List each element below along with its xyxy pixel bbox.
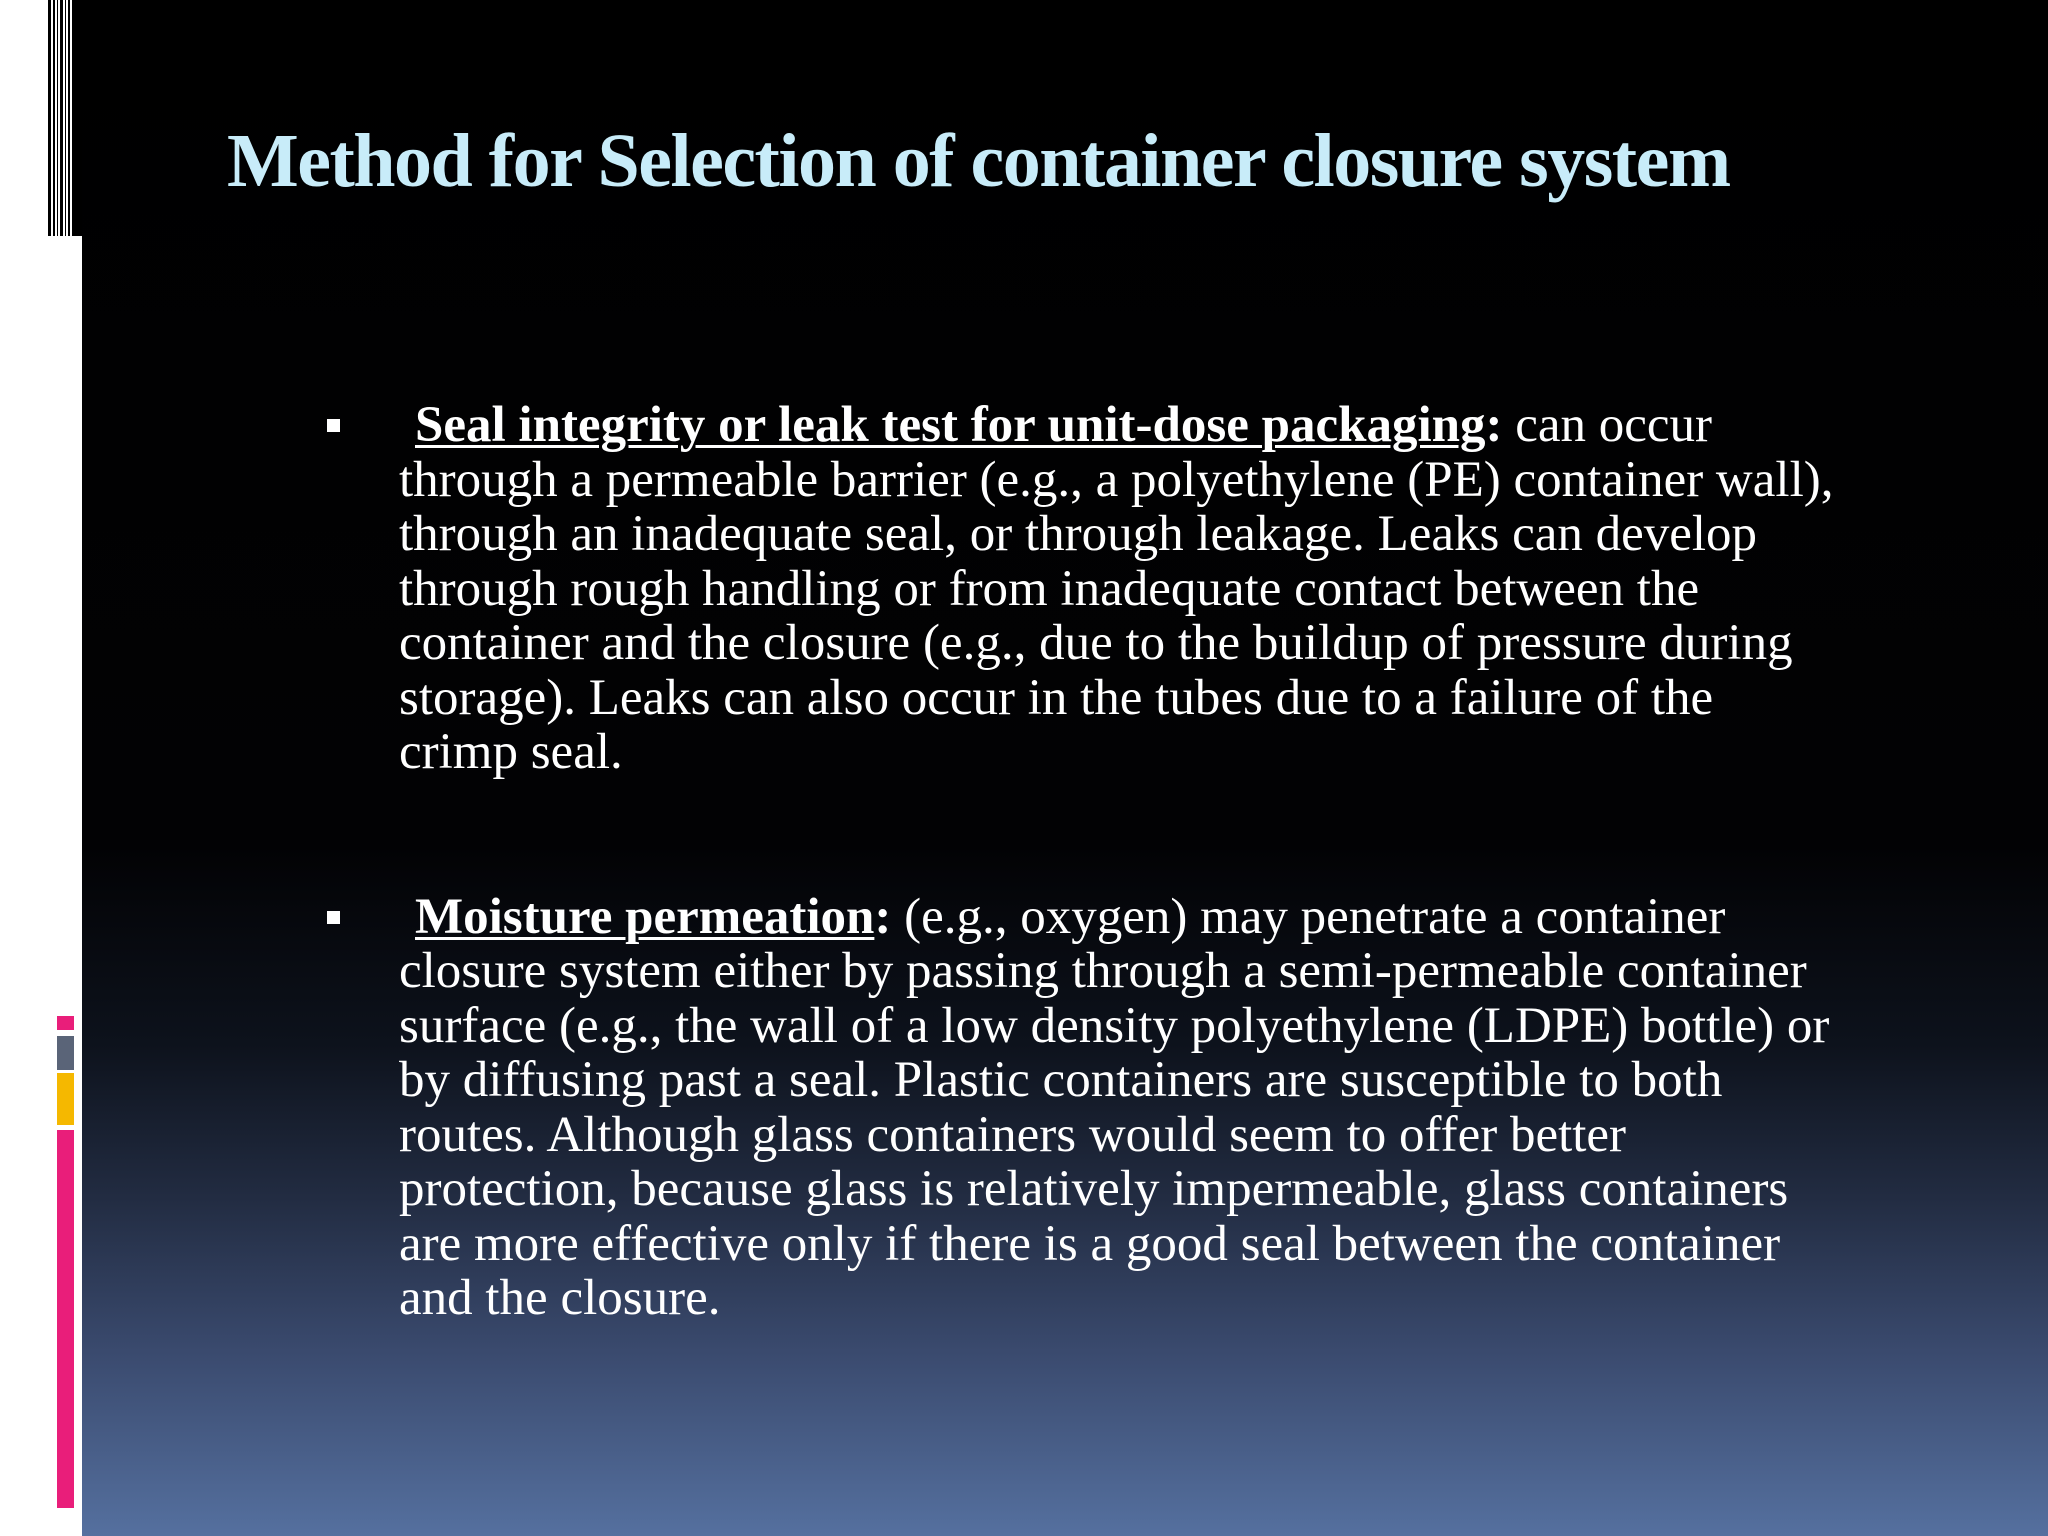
bullet-text-line: container and the closure (e.g., due to the buildup of pressure during xyxy=(399,615,1793,671)
color-bar-gray xyxy=(57,1036,74,1070)
bullet-item-moisture-permeation xyxy=(232,890,1992,1326)
color-bar-pink xyxy=(57,1130,74,1508)
bullet-first-line xyxy=(399,890,1992,945)
bullet-text-line: routes. Although glass containers would seem to offer better xyxy=(399,1106,1627,1163)
bullet-list xyxy=(232,398,2012,1326)
bullet-first-line-text: (e.g., oxygen) may penetrate a container xyxy=(891,888,1726,945)
bullet-lead-term: Moisture permeation xyxy=(415,888,875,945)
bullet-text-line: are more effective only if there is a good seal between the container xyxy=(399,1215,1781,1272)
slide-content xyxy=(82,0,2048,1536)
barcode-decoration xyxy=(48,0,82,236)
slide-title: Method for Selection of container closure system xyxy=(227,119,1730,203)
left-decoration-strip xyxy=(0,0,82,1536)
bullet-first-line-text: can occur xyxy=(1502,397,1713,453)
bullet-text-line: closure system either by passing through a semi-permeable container xyxy=(399,943,1807,999)
color-bar-pink-top xyxy=(57,1016,74,1030)
bullet-text-line: crimp seal. xyxy=(399,724,623,780)
bullet-text-line: storage). Leaks can also occur in the tubes due to a failure of the xyxy=(399,669,1714,726)
bullet-item-seal-integrity xyxy=(232,398,1992,780)
bullet-first-line xyxy=(399,398,1992,453)
square-bullet-icon xyxy=(327,911,340,924)
bullet-lead-colon: : xyxy=(1485,397,1503,453)
bullet-text-line: and the closure. xyxy=(399,1270,721,1326)
bullet-text-line: surface (e.g., the wall of a low density polyethylene (LDPE) bottle) or xyxy=(399,997,1830,1054)
bullet-text-line: through rough handling or from inadequate contact between the xyxy=(399,560,1700,617)
bullet-lead-term: Seal integrity or leak test for unit-dose packaging xyxy=(415,397,1486,453)
bullet-text-line: through an inadequate seal, or through leakage. Leaks can develop xyxy=(399,506,1758,562)
bullet-text-line: protection, because glass is relatively impermeable, glass containers xyxy=(399,1161,1789,1217)
square-bullet-icon xyxy=(327,419,340,432)
color-bar-yellow xyxy=(57,1073,74,1125)
bullet-lead-colon: : xyxy=(874,888,892,945)
bullet-text-line: through a permeable barrier (e.g., a polyethylene (PE) container wall), xyxy=(399,451,1834,508)
bullet-text-line: by diffusing past a seal. Plastic containers are susceptible to both xyxy=(399,1052,1723,1108)
